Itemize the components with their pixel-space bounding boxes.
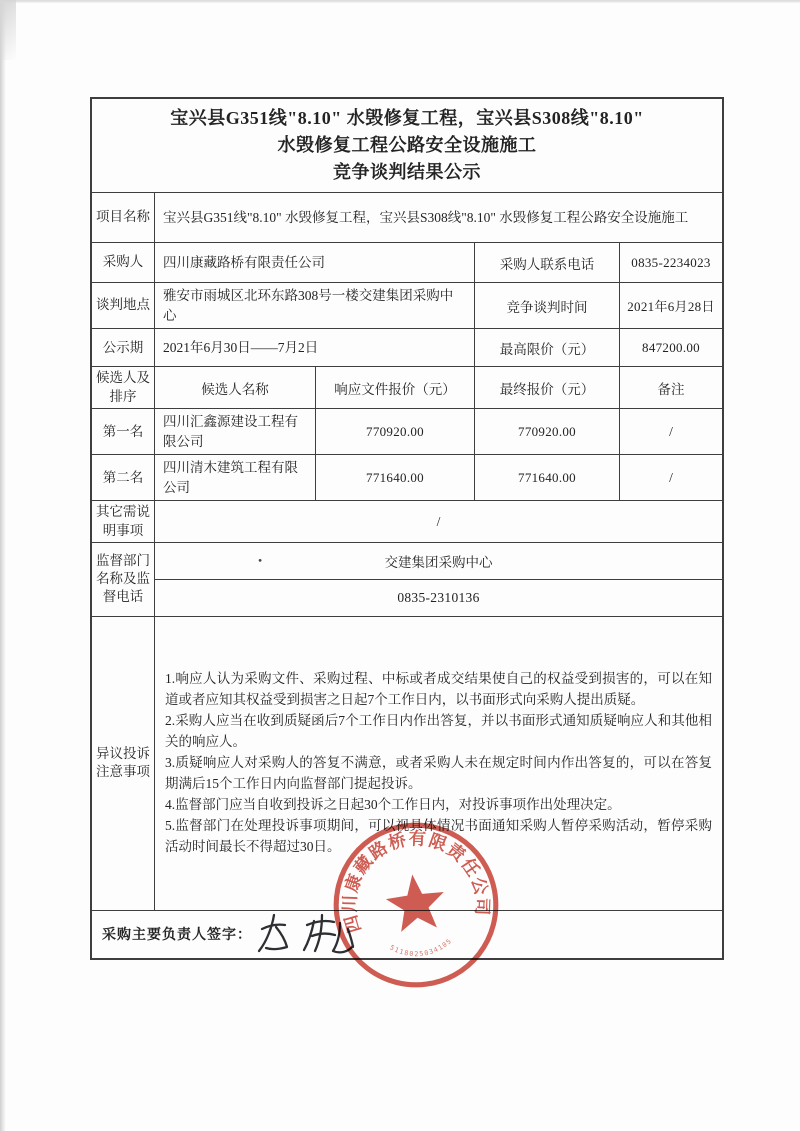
signature-row (92, 910, 722, 958)
title-line-1: 宝兴县G351线"8.10" 水毁修复工程，宝兴县S308线"8.10" (170, 108, 644, 128)
supervision-row (92, 542, 722, 616)
result-announcement-table (90, 97, 724, 960)
candidates-header-row (92, 366, 722, 408)
signature-label: 采购主要负责人签字： (102, 928, 252, 944)
objection-item-3: 3.质疑响应人对采购人的答复不满意，或者采购人未在规定时间内作出答复的，可以在答复期满后15个工作日内向监督部门提起投诉。 (165, 754, 712, 791)
purchaser-value: 四川康藏路桥有限责任公司 (154, 243, 474, 282)
project-name-value: 宝兴县G351线"8.10" 水毁修复工程，宝兴县S308线"8.10" 水毁修复工程公路安全设施施工 (154, 193, 722, 242)
title-line-3: 竞争谈判结果公示 (333, 162, 481, 182)
stray-dot-mark: • (258, 553, 263, 568)
handwritten-signature (252, 907, 382, 963)
seal-company-text: 四川康藏路桥有限责任公司 (340, 829, 492, 935)
negotiation-time-value: 2021年6月28日 (619, 283, 722, 328)
venue-label: 谈判地点 (96, 297, 150, 313)
max-price-value: 847200.00 (619, 329, 722, 366)
supervision-details (154, 543, 722, 616)
publicity-period-value: 2021年6月30日——7月2日 (154, 329, 474, 366)
candidate-2-final: 771640.00 (474, 455, 619, 500)
candidate-row-1 (92, 408, 722, 454)
candidates-bid-header: 响应文件报价（元） (315, 367, 474, 408)
seal-code-text: 5118025034105 (388, 936, 454, 959)
other-notes-row (92, 500, 722, 541)
project-name-label: 项目名称 (96, 209, 150, 225)
candidate-2-name: 四川清木建筑工程有限公司 (154, 455, 315, 500)
candidate-1-final: 770920.00 (474, 409, 619, 454)
negotiation-time-label: 竞争谈判时间 (474, 283, 619, 328)
objection-label: 异议投诉注意事项 (96, 746, 150, 780)
supervision-phone-value: 0835-2310136 (397, 590, 480, 606)
candidate-2-note: / (619, 455, 722, 500)
candidate-1-rank: 第一名 (102, 423, 144, 439)
objection-item-4: 4.监督部门应当自收到投诉之日起30个工作日内，对投诉事项作出处理决定。 (165, 796, 621, 812)
title-row (92, 99, 722, 192)
title-line-2: 水毁修复工程公路安全设施施工 (277, 135, 537, 155)
project-name-row (92, 192, 722, 242)
candidate-1-note: / (619, 409, 722, 454)
supervision-label: 监督部门名称及监督电话 (96, 552, 150, 605)
supervision-phone-cell (155, 579, 722, 616)
scan-left-edge (0, 0, 6, 1131)
max-price-label: 最高限价（元） (474, 329, 619, 366)
publicity-period-row (92, 328, 722, 366)
purchaser-row (92, 242, 722, 282)
publicity-period-label: 公示期 (102, 339, 144, 355)
candidates-name-header: 候选人名称 (154, 367, 315, 408)
scan-corner-shadow (0, 0, 16, 60)
document-title (92, 99, 722, 192)
purchaser-phone-label: 采购人联系电话 (474, 243, 619, 282)
candidates-note-header: 备注 (619, 367, 722, 408)
candidate-2-rank: 第二名 (102, 469, 144, 485)
objection-item-2: 2.采购人应当在收到质疑函后7个工作日内作出答复，并以书面形式通知质疑响应人和其他相关的响应人。 (165, 713, 712, 749)
candidates-rank-header: 候选人及排序 (96, 370, 150, 404)
scan-top-edge (0, 0, 800, 3)
objection-items (154, 617, 722, 910)
other-notes-label: 其它需说明事项 (96, 504, 150, 538)
candidate-row-2 (92, 454, 722, 500)
candidate-1-name: 四川汇鑫源建设工程有限公司 (154, 409, 315, 454)
objection-item-5: 5.监督部门在处理投诉事项期间，可以视具体情况书面通知采购人暂停采购活动，暂停采购活动时间最长不得超过30日。 (165, 817, 712, 854)
venue-row (92, 282, 722, 328)
objection-item-1: 1.响应人认为采购文件、采购过程、中标或者成交结果使自己的权益受到损害的，可以在知道或者应知其权益受到损害之日起7个工作日内，以书面形式向采购人提出质疑。 (165, 671, 712, 708)
other-notes-value: / (154, 501, 722, 541)
purchaser-label: 采购人 (102, 254, 144, 270)
candidate-1-bid: 770920.00 (315, 409, 474, 454)
supervision-dept-cell (155, 543, 722, 580)
candidate-2-bid: 771640.00 (315, 455, 474, 500)
purchaser-phone-value: 0835-2234023 (619, 243, 722, 282)
candidates-final-header: 最终报价（元） (474, 367, 619, 408)
objection-row (92, 616, 722, 910)
supervision-dept-value: 交建集团采购中心 (384, 555, 493, 571)
venue-value: 雅安市雨城区北环东路308号一楼交建集团采购中心 (154, 283, 474, 328)
